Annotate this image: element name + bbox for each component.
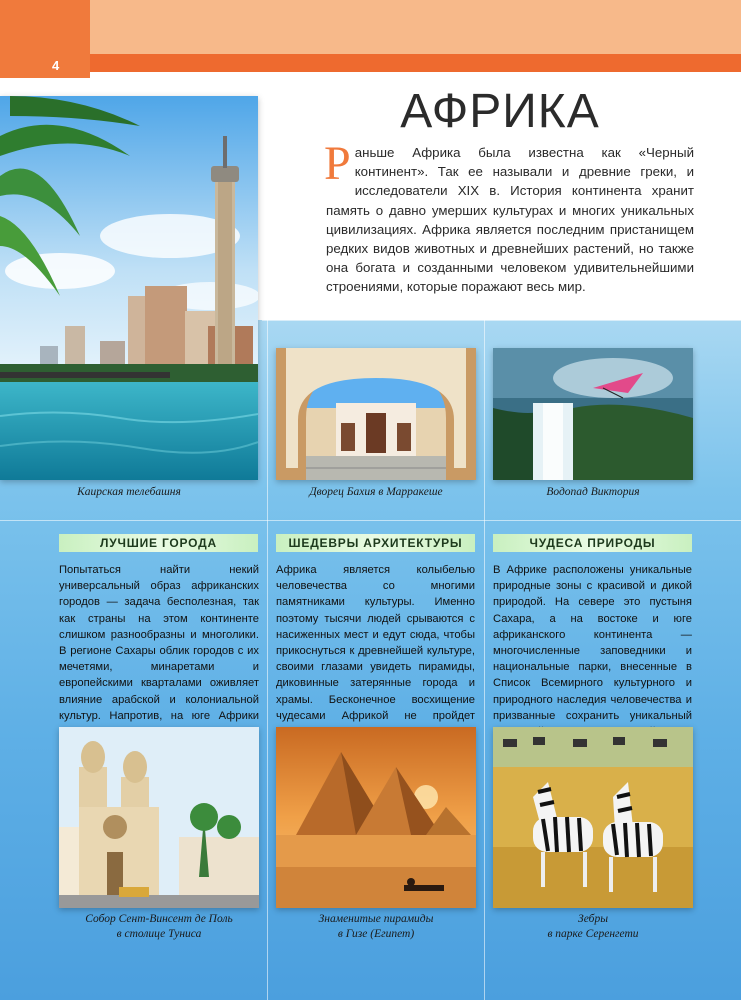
header-band [0,0,741,55]
image-caption [485,912,701,942]
section-text-nature: В Африке расположены уникальные природные зоны с красивой и дикой природой. На севере это пустыня Сахара, а на востоке и юге африканского континента — многочисленные заповедники и национальные парки, внесенные в Список Всемирного культурного и природного наследия человечества и призванные сохранить уникальный [493,564,692,722]
section-heading-cities: ЛУЧШИЕ ГОРОДА [59,534,258,552]
intro-paragraph [324,137,694,297]
caption-line: в парке Серенгети [547,928,639,940]
header-stripe [90,54,741,72]
image-caption [268,912,484,942]
section-text-architecture: Африка является колыбелью человечества со многими памятниками культуры. Именно поэтому тысячи людей срываются с насиженных мест и едут сюда, чтобы прикоснуться к древнейшей культуре, своими глазами увидеть пирамиды, диковинные затерянные города и храмы. Бесконечное восхищение чудесами Африкой не пройдет [276,564,475,722]
image-caption: Каирская телебашня [77,486,181,498]
page-title: АФРИКА [400,85,600,138]
victoria-falls-photo [493,348,693,480]
intro-drop-cap: Р [324,137,351,190]
cathedral-photo [59,727,259,908]
row-divider [262,320,741,321]
caption-line: Зебры [578,913,608,925]
zebras-photo [493,727,693,908]
image-caption: Дворец Бахия в Марракеше [309,486,443,498]
section-text-cities: Попытаться найти некий универсальный образ африканских городов — задача бесполезная, так как страны на этом континенте слишком разнообразны и многолики. В регионе Сахары облик городов с их мечетями, минаретами и европейскими кварталами оживляет влияние арабской и колониальной культур. Напротив, на юге Африки [59,564,259,722]
caption-line: Собор Сент-Винсент де Поль [85,913,233,925]
image-caption [50,912,268,942]
page-number: 4 [52,58,60,73]
section-heading-architecture: ШЕДЕВРЫ АРХИТЕКТУРЫ [276,534,475,552]
row-divider [0,520,741,521]
caption-line: в Гизе (Египет) [337,928,415,940]
header-corner-tab [0,0,90,78]
column-divider [267,320,268,1000]
section-heading-nature: ЧУДЕСА ПРИРОДЫ [493,534,692,552]
column-divider [484,320,485,1000]
pyramids-photo [276,727,476,908]
bahia-palace-photo [276,348,476,480]
cairo-tower-photo [0,96,258,480]
image-caption: Водопад Виктория [546,486,640,498]
caption-line: Знаменитые пирамиды [318,913,434,925]
intro-text: аньше Африка была известна как «Черный континент». Так ее называли и древние греки, и исследователи XIX в. История континента хранит память о давно умерших культурах и многих уникальных цивилизациях. Африка является последним пристанищем редких видов животных и древнейших растений, но также она богата и созданными человеком удивительнейшими строениями, которые поражают весь мир. [326,145,694,295]
caption-line: в столице Туниса [116,928,202,940]
